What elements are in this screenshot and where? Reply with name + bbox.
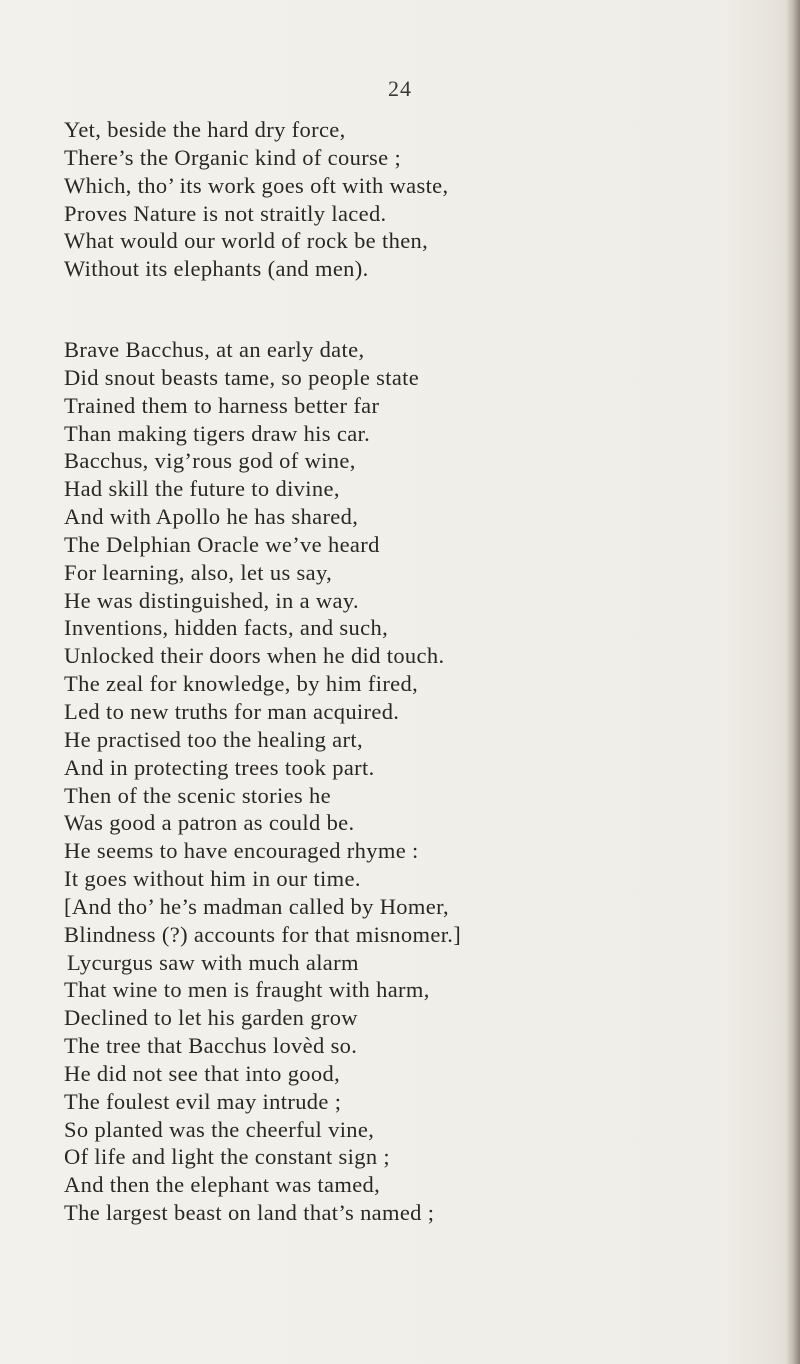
stanza-1 — [64, 116, 449, 283]
poem-line: And then the elephant was tamed, — [64, 1172, 381, 1198]
poem-line: The Delphian Oracle we’ve heard — [64, 531, 380, 557]
poem-line: He seems to have encouraged rhyme : — [64, 838, 419, 864]
page-edge-shadow — [786, 0, 800, 1364]
poem-line: And in protecting trees took part. — [64, 754, 375, 780]
poem-line: He practised too the healing art, — [64, 726, 363, 752]
poem-line: It goes without him in our time. — [64, 866, 361, 892]
poem-line: Trained them to harness better far — [64, 392, 380, 418]
poem-line: [And tho’ he’s madman called by Homer, — [64, 893, 450, 919]
poem-line: Led to new truths for man acquired. — [64, 698, 400, 724]
poem-line: So planted was the cheerful vine, — [64, 1116, 375, 1142]
poem-line: He did not see that into good, — [64, 1060, 341, 1086]
poem-line: Proves Nature is not straitly laced. — [64, 200, 387, 226]
poem-line: Than making tigers draw his car. — [64, 420, 371, 446]
poem-line: Did snout beasts tame, so people state — [64, 364, 420, 390]
poem-line: Lycurgus saw with much alarm — [67, 949, 359, 975]
poem-line: There’s the Organic kind of course ; — [64, 144, 402, 170]
poem-line: Unlocked their doors when he did touch. — [64, 643, 445, 669]
poem-line: Brave Bacchus, at an early date, — [64, 337, 365, 362]
poem-line: Declined to let his garden grow — [64, 1005, 358, 1031]
poem-line: Inventions, hidden facts, and such, — [64, 615, 389, 641]
poem-line: The tree that Bacchus lovèd so. — [64, 1033, 358, 1059]
poem-line: Was good a patron as could be. — [64, 810, 355, 836]
poem-line: The largest beast on land that’s named ; — [64, 1200, 435, 1226]
poem-line: Without its elephants (and men). — [64, 256, 369, 282]
poem-line: Which, tho’ its work goes oft with waste, — [64, 172, 449, 198]
stanza-2 — [64, 336, 461, 1227]
poem-line: Had skill the future to divine, — [64, 476, 340, 502]
poem-line: The zeal for knowledge, by him fired, — [64, 671, 419, 697]
poem-line: Blindness (?) accounts for that misnomer.] — [64, 921, 462, 947]
poem-line: For learning, also, let us say, — [64, 559, 333, 585]
poem-line: That wine to men is fraught with harm, — [64, 977, 430, 1003]
poem-line: Of life and light the constant sign ; — [64, 1144, 391, 1170]
poem-line: Yet, beside the hard dry force, — [64, 117, 346, 142]
poem-line: And with Apollo he has shared, — [64, 504, 359, 530]
poem-line: What would our world of rock be then, — [64, 228, 429, 254]
poem-line: The foulest evil may intrude ; — [64, 1088, 342, 1114]
poem-line: Bacchus, vig’rous god of wine, — [64, 448, 356, 474]
page-number: 24 — [388, 76, 412, 101]
poem-line: He was distinguished, in a way. — [64, 587, 359, 613]
poem-line: Then of the scenic stories he — [64, 782, 331, 808]
